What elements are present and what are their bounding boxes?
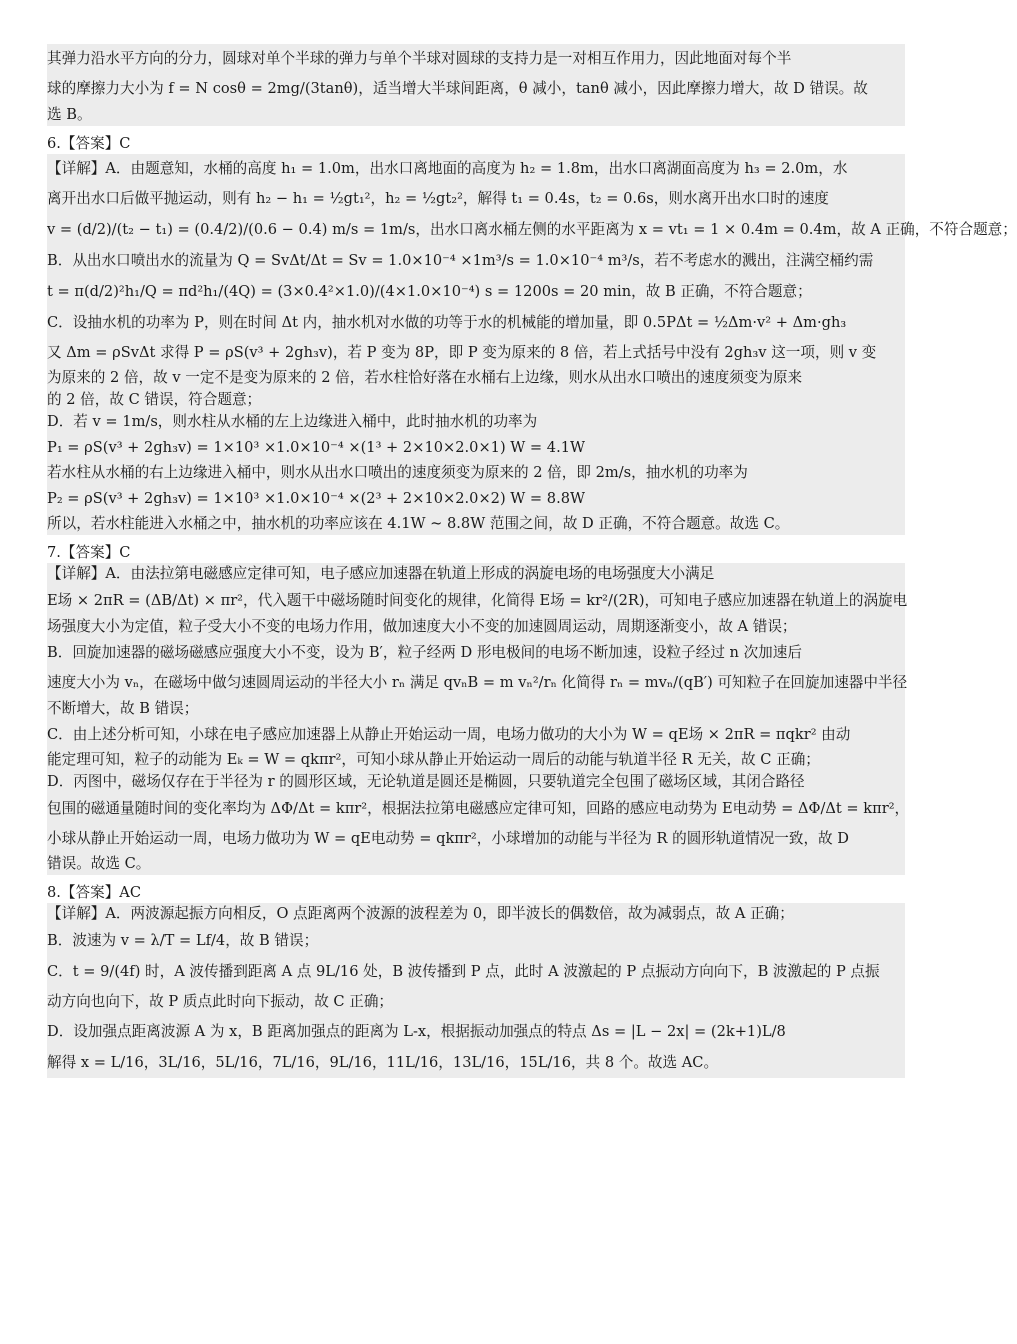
text-line: 为原来的 2 倍，故 v 一定不是变为原来的 2 倍，若水柱恰好落在水桶右上边缘，则水从出水口喷出的速度须变为原来	[47, 369, 803, 386]
text-line: 【详解】A．由题意知，水桶的高度 h₁ = 1.0m，出水口离地面的高度为 h₂ = 1.8m，出水口离湖面高度为 h₃ = 2.0m，水	[47, 160, 848, 177]
text-line: v = (d/2)/(t₂ − t₁) = (0.4/2)/(0.6 − 0.4) m/s = 1m/s，出水口离水桶左侧的水平距离为 x = vt₁ = 1 × 0.4m = 0.4m，故 A 正确，不符合题意；	[47, 221, 1017, 238]
text-line: 其弹力沿水平方向的分力，圆球对单个半球的弹力与单个半球对圆球的支持力是一对相互作用力，因此地面对每个半	[47, 50, 792, 67]
text-line: C．设抽水机的功率为 P，则在时间 Δt 内，抽水机对水做的功等于水的机械能的增加量，即 0.5PΔt = ½Δm·v² + Δm·gh₃	[47, 314, 847, 331]
text-line: C．t = 9/(4f) 时，A 波传播到距离 A 点 9L/16 处，B 波传播到 P 点，此时 A 波激起的 P 点振动方向向下，B 波激起的 P 点振	[47, 963, 880, 980]
text-line: C．由上述分析可知，小球在电子感应加速器上从静止开始运动一周，电场力做功的大小为 W = qE场 × 2πR = πqkr² 由动	[47, 726, 851, 743]
answer-header-q8: 8.【答案】AC	[47, 884, 142, 901]
text-line: t = π(d/2)²h₁/Q = πd²h₁/(4Q) = (3×0.4²×1.0)/(4×1.0×10⁻⁴) s = 1200s = 20 min，故 B 正确，不符合题意；	[47, 283, 812, 300]
text-line: P₂ = ρS(v³ + 2gh₃v) = 1×10³ ×1.0×10⁻⁴ ×(2³ + 2×10×2.0×2) W = 8.8W	[47, 490, 586, 507]
text-line: D．丙图中，磁场仅存在于半径为 r 的圆形区域，无论轨道是圆还是椭圆，只要轨道完全包围了磁场区域，其闭合路径	[47, 773, 805, 790]
text-line: 球的摩擦力大小为 f = N cosθ = 2mg/(3tanθ)，适当增大半球间距离，θ 减小，tanθ 减小，因此摩擦力增大，故 D 错误。故	[47, 80, 868, 97]
answer-header-q7: 7.【答案】C	[47, 544, 131, 561]
document-page	[47, 44, 1017, 1086]
text-line: 选 B。	[47, 106, 92, 123]
text-line: 包围的磁通量随时间的变化率均为 ΔΦ/Δt = kπr²，根据法拉第电磁感应定律可知，回路的感应电动势为 E电动势 = ΔΦ/Δt = kπr²，	[47, 800, 910, 817]
text-block-q5-end	[47, 44, 905, 126]
text-line: 【详解】A．两波源起振方向相反，O 点距离两个波源的波程差为 0，即半波长的偶数倍，故为减弱点，故 A 正确；	[47, 905, 794, 922]
text-line: 【详解】A．由法拉第电磁感应定律可知，电子感应加速器在轨道上形成的涡旋电场的电场强度大小满足	[47, 565, 715, 582]
text-line: 的 2 倍，故 C 错误，符合题意；	[47, 391, 262, 408]
text-line: D．若 v = 1m/s，则水柱从水桶的左上边缘进入桶中，此时抽水机的功率为	[47, 413, 538, 430]
text-block-q7	[47, 563, 910, 875]
text-line: 离开出水口后做平抛运动，则有 h₂ − h₁ = ½gt₁²，h₂ = ½gt₂²，解得 t₁ = 0.4s，t₂ = 0.6s，则水离开出水口时的速度	[47, 190, 829, 207]
answer-header-q6: 6.【答案】C	[47, 135, 131, 152]
text-line: D．设加强点距离波源 A 为 x，B 距离加强点的距离为 L-x，根据振动加强点的特点 Δs = |L − 2x| = (2k+1)L/8	[47, 1023, 786, 1040]
text-line: E场 × 2πR = (ΔB/Δt) × πr²，代入题干中磁场随时间变化的规律，化简得 E场 = kr²/(2R)，可知电子感应加速器在轨道上的涡旋电	[47, 592, 908, 609]
text-line: 若水柱从水桶的右上边缘进入桶中，则水从出水口喷出的速度须变为原来的 2 倍，即 2m/s，抽水机的功率为	[47, 464, 748, 481]
text-block-q8	[47, 903, 905, 1078]
text-line: P₁ = ρS(v³ + 2gh₃v) = 1×10³ ×1.0×10⁻⁴ ×(1³ + 2×10×2.0×1) W = 4.1W	[47, 439, 586, 456]
text-line: 速度大小为 vₙ，在磁场中做匀速圆周运动的半径大小 rₙ 满足 qvₙB = m vₙ²/rₙ 化简得 rₙ = mvₙ/(qB′) 可知粒子在回旋加速器中半径	[47, 674, 908, 691]
text-line: 错误。故选 C。	[47, 855, 151, 872]
text-line: 解得 x = L/16，3L/16，5L/16，7L/16，9L/16，11L/16，13L/16，15L/16，共 8 个。故选 AC。	[47, 1054, 719, 1071]
text-line: 不断增大，故 B 错误；	[47, 700, 199, 717]
text-block-q6	[47, 154, 1017, 535]
text-line: 场强度大小为定值，粒子受大小不变的电场力作用，做加速度大小不变的加速圆周运动，周期逐渐变小，故 A 错误；	[47, 618, 797, 635]
text-line: 能定理可知，粒子的动能为 Eₖ = W = qkπr²，可知小球从静止开始运动一周后的动能与轨道半径 R 无关，故 C 正确；	[47, 751, 820, 768]
text-line: 所以，若水柱能进入水桶之中，抽水机的功率应该在 4.1W ~ 8.8W 范围之间，故 D 正确，不符合题意。故选 C。	[47, 515, 790, 532]
text-line: 动方向也向下，故 P 质点此时向下振动，故 C 正确；	[47, 993, 394, 1010]
text-line: B．波速为 v = λ/T = Lf/4，故 B 错误；	[47, 932, 319, 949]
text-line: B．从出水口喷出水的流量为 Q = SvΔt/Δt = Sv = 1.0×10⁻⁴ ×1m³/s = 1.0×10⁻⁴ m³/s，若不考虑水的溅出，注满空桶约需	[47, 252, 874, 269]
text-line: 小球从静止开始运动一周，电场力做功为 W = qE电动势 = qkπr²，小球增加的动能与半径为 R 的圆形轨道情况一致，故 D	[47, 830, 849, 847]
text-line: 又 Δm = ρSvΔt 求得 P = ρS(v³ + 2gh₃v)，若 P 变为 8P，即 P 变为原来的 8 倍，若上式括号中没有 2gh₃v 这一项，则 v 变	[47, 344, 877, 361]
text-line: B．回旋加速器的磁场磁感应强度大小不变，设为 B′，粒子经两 D 形电极间的电场不断加速，设粒子经过 n 次加速后	[47, 644, 802, 661]
